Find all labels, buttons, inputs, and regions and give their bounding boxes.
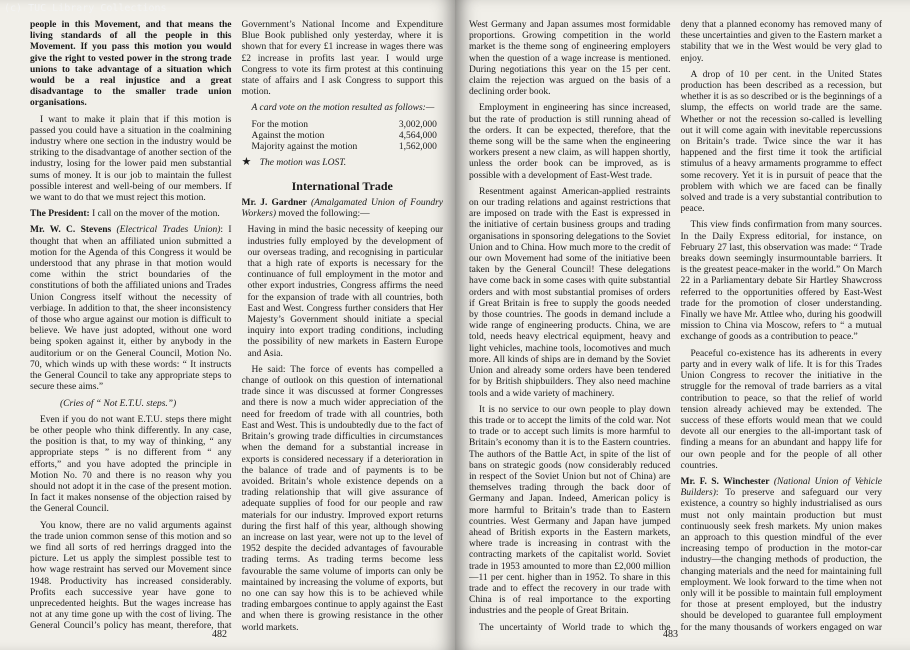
paragraph: Peaceful co-existence has its adherents in every party and in every walk of life. It is for this Trades Union Congress to recover the initiative in the struggle for the removal of trade barriers as a vital contribution to peace, so that the relief of world tension already achieved may be extended. The success of these efforts would mean that we could devote all our energies to the all-important task of finding a means for an abundant and happy life for our own people and for the people of all other countries. [680,348,882,471]
right-column-2 [681,20,883,632]
speaker-affiliation: (Electrical Trades Union) [116,225,221,236]
paragraph: Even if you do not want E.T.U. steps there might be other people who think differently. In any case, the position is that, to my way of thinking, “ any appropriate steps ” is no different from “ any efforts,” and you have adopted the principle in Motion No. 70 and there is no reason why you should not adopt it in the case of the present motion. In fact it makes nonsense of the objection raised by the General Council. [30,414,232,515]
speaker-name: Mr. W. C. Stevens [30,225,112,236]
vote-result [242,157,444,169]
speaker-affiliation: (Amalgamated Union of Foundry Workers) [241,198,443,220]
paragraph: West Germany and Japan assumes most formidable proportions. Growing competition in the world market is the theme song of engineering employers when the question of a wage increase is mentioned. During negotiations this year on the 15 per cent. claim the rejection was argued on the basis of a declining order book. [469,20,671,98]
vote-row [252,142,437,153]
paragraph: Government’s National Income and Expenditure Blue Book published only yesterday, where it is shown that for every £1 increase in wages there was £2 increase in profits last year. I would urge Congress to vote its firm protest at this continuing state of affairs and I ask Congress to support this motion. [241,20,443,98]
paragraph: people in this Movement, and that means the living standards of all the people in this Movement. If you pass this motion you would give the right to vested power in the strong trade unions to take advantage of a situation which would be a real injustice and a great disadvantage to the smaller trade union organisations. [30,20,232,109]
motion-quote: Having in mind the basic necessity of keeping our industries fully employed by the development of our overseas trading, and recognising in particular that a high rate of exports is necessary for the continuance of full employment in the motor and other export industries, Congress affirms the need for the expansion of trade with all countries, both East and West. Congress further considers that Her Majesty’s Government should initiate a special inquiry into export trading conditions, including the possibility of new markets in Eastern Europe and Asia. [247,225,443,359]
vote-label: Majority against the motion [251,141,358,152]
right-page [455,0,910,650]
paragraph: The uncertainty of World trade to which the [479,622,671,632]
speaker-text: : I thought that when an affiliated union submitted a motion for the Agenda of this Congress it would be understood that any phrase in that motion would come within the strict boundaries of the constitutions of both the affiliated unions and Trades Union Congress itself without the necessity of verbiage. In addition to that, the sheer inconsistency of those who argue against our motion is difficult to believe. We have just adopted, without one word being spoken against it, either by anybody in the auditorium or on the General Council, Motion No. 70, which winds up with these words: “ It instructs the General Council to take any appropriate steps to secure these aims.” [30,225,232,393]
star-icon: ★ [241,155,252,168]
speaker-paragraph [30,225,232,393]
paragraph: It is no service to our own people to play down this trade or to accept the limits of the cold war. Not to trade or to accept such limits is more harmful to Britain’s economy than it is to the Eastern countries. The authors of the Battle Act, in spite of the list of bans on strategic goods (now considerably reduced in respect of the Soviet Union but not of China) are themselves trading through the back door of Germany and Japan. Indeed, American policy is more harmful to Britain’s trade than to Eastern countries. West Germany and Japan have jumped ahead of British exports in the Eastern markets, where trade is increasing in contrast with the contracting markets of the capitalist world. Soviet trade in 1953 amounted to more than £2,000 million—11 per cent. higher than in 1952. To share in this trade and to effect the recovery in our trade with China is of real importance to the exporting industries and the people of Great Britain. [469,404,671,617]
vote-row [252,120,437,131]
paragraph: A drop of 10 per cent. in the United States production has been described as a recession, but whether it is as so described or is the beginnings of a slump, the effects on world trade are the same. Whether or not the recession so-called is levelling out it will come again with inevitable repercussions on Britain’s trade. Twice since the war it has happened and the first time it took the artificial stimulus of a heavy armaments programme to effect some recovery. Yet it is in pursuit of peace that the problem with which we are faced can be finally solved and trade is a very substantial contribution to peace. [680,69,882,215]
vote-label: For the motion [251,119,308,130]
paragraph: deny that a planned economy has removed many of these uncertainties and given to the Eastern market a stability that we in the West would be very glad to enjoy. [680,20,882,64]
speaker-paragraph [681,477,883,632]
vote-value: 1,562,000 [398,141,437,152]
paragraph: You know, there are no valid arguments against the trade union common sense of this motion and so we find all sorts of red herrings dragged into the picture. Let us apply the simplest possible test to how wage restraint has served our Movement since 1948. Productivity has increased considerably. Profits each successive year have gone to unprecedented heights. But the wages increase has not at any time gone up with the cost of living. The General Council’s policy has meant, therefore, that [30,520,232,632]
vote-value: 4,564,000 [398,130,437,141]
paragraph: (Cries of “ Not E.T.U. steps.”) [60,398,177,409]
left-column-2 [242,20,444,632]
speaker-affiliation: (National Union of Vehicle Builders) [680,476,882,499]
vote-row [252,131,437,142]
vote-label: Against the motion [251,130,325,141]
paragraph: Employment in engineering has since increased, but the rate of production is still running ahead of the orders. It can be expected, therefore, that the theme song will be the same when the engineering workers present a new claim, as will happen shortly, unless the order book can be improved, as is possible with a development of East-West trade. [469,103,671,181]
speaker-paragraph [30,209,232,220]
speaker-text: : To preserve and safeguard our very existence, a country so highly industrialised as ours must not only maintain production but must continuously seek fresh markets. My union makes an approach to this question mindful of the ever increasing tempo of production in the motor-car industry—the changing methods of production, the changing materials and the need for maintaining full employment. We look forward to the time when not only will it be possible to maintain full employment for those at present employed, but the industry should be developed to guarantee full employment for the many thousands of workers engaged on war [680,488,882,632]
vote-result-text: The motion was LOST. [259,157,347,168]
page-number-left: 482 [212,629,227,640]
left-column-1 [30,20,232,632]
speaker-name: Mr. J. Gardner [241,198,307,209]
speaker-text: I call on the mover of the motion. [89,209,220,220]
left-column-2-continued [242,365,444,632]
paragraph: I want to make it plain that if this motion is passed you could have a situation in the coalmining industry where one section in the industry would be striking to the disadvantage of another section of the industry, losing for the lower paid men substantial sums of money. It is our job to maintain the fullest possible interest and well-being of our members. If we want to do that we must reject this motion. [30,114,232,204]
vote-intro: A card vote on the motion resulted as follows:— [251,103,435,114]
speaker-name: Mr. F. S. Winchester [680,476,770,487]
vote-value: 3,002,000 [398,119,437,130]
paragraph: This view finds confirmation from many sources. In the Daily Express editorial, for instance, on February 27 last, this observation was made: “ Trade breaks down seemingly insurmountable barriers. It is the greatest peace-maker in the world.” On March 22 in a Parliamentary debate Sir Hartley Shawcross referred to the opportunities offered by East-West trade for the promotion of closer understanding. Finally we have Mr. Attlee who, during his goodwill mission to China via Moscow, refers to “ a mutual exchange of goods as a contribution to peace.” [680,220,882,343]
page-number-right: 483 [663,629,678,640]
speaker-name: The President: [30,209,90,220]
paragraph: Resentment against American-applied restraints on our trading relations and against restrictions that are imposed on trade with the East is expressed in the initiative of certain business groups and trading organisations in sponsoring delegations to the Soviet Union and to China. How much more to the credit of our own Movement had some of the initiative been taken by the General Council! These delegations have come back in some cases with quite substantial orders and with most substantial promises of orders if Great Britain is free to supply the goods needed by those countries. The goods in demand include a wide range of engineering products. China, we are told, needs heavy electrical equipment, heavy and light vehicles, machine tools, locomotives and much more. All kinds of ships are in demand by the Soviet Union and already some orders have been tendered for by British shipbuilders. They also need machine tools and a wide variety of machinery. [469,186,671,399]
gardner-intro [242,198,444,220]
paragraph: He said: The force of events has compelled a change of outlook on this question of international trade since it was discussed at former Congresses and there is now a much wider appreciation of the need for freedom of trade with all countries, both East and West. This is undoubtedly due to the fact of Britain’s growing trade difficulties in circumstances when the demand for a substantial increase in exports is considered necessary if a deterioration in the balance of trade and of payments is to be avoided. Britain’s whole existence depends on a trading relationship that will give assurance of adequate supplies of food for our people and raw materials for our industry. Improved export returns during the first half of this year, although showing an increase on last year, were not up to the level of 1952 despite the decided advantages of favourable trading terms. As trading terms become less favourable the same volume of imports can only be maintained by increasing the volume of exports, but no one can say how this is to be achieved while trading embargoes continue to apply against the East and when there is growing resistance in the other world markets. [241,364,443,632]
speaker-text: moved the following:— [275,209,370,220]
motion-text [248,225,444,359]
card-vote-table [252,120,437,153]
watermark: (c) TUC Library Collections [4,3,167,14]
right-column-1 [469,20,671,632]
section-heading: International Trade [291,178,393,193]
